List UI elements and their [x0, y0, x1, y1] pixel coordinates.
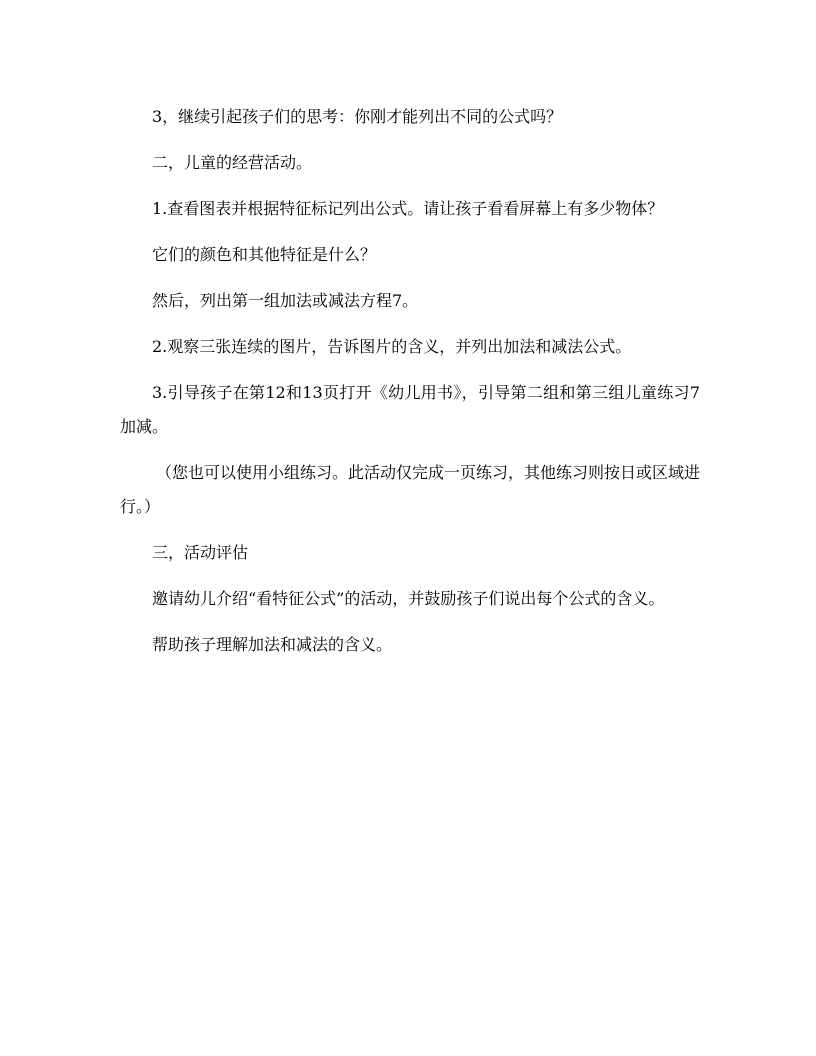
paragraph-first-group: 然后，列出第一组加法或减法方程7。 [152, 291, 419, 310]
paragraph-step-3-book: 3.引导孩子在第12和13页打开《幼儿用书》，引导第二组和第三组儿童练习7加减。 [120, 383, 700, 436]
paragraph-step-3-prompt: 3，继续引起孩子们的思考：你刚才能列出不同的公式吗？ [152, 107, 563, 126]
section-heading-activity: 二，儿童的经营活动。 [152, 153, 313, 172]
paragraph-step-2-pictures: 2.观察三张连续的图片，告诉图片的含义，并列出加法和减法公式。 [152, 337, 632, 356]
paragraph-note-group-practice: （您也可以使用小组练习。此活动仅完成一页练习，其他练习则按日或区域进行。） [120, 463, 701, 516]
paragraph-step-1-chart: 1.查看图表并根据特征标记列出公式。请让孩子看看屏幕上有多少物体？ [152, 199, 664, 218]
section-heading-evaluation: 三，活动评估 [152, 543, 249, 562]
paragraph-colors-question: 它们的颜色和其他特征是什么？ [152, 245, 377, 264]
document-body [120, 100, 700, 674]
paragraph-help-understand: 帮助孩子理解加法和减法的含义。 [152, 635, 393, 654]
paragraph-invite-children: 邀请幼儿介绍“看特征公式”的活动，并鼓励孩子们说出每个公式的含义。 [152, 589, 665, 608]
